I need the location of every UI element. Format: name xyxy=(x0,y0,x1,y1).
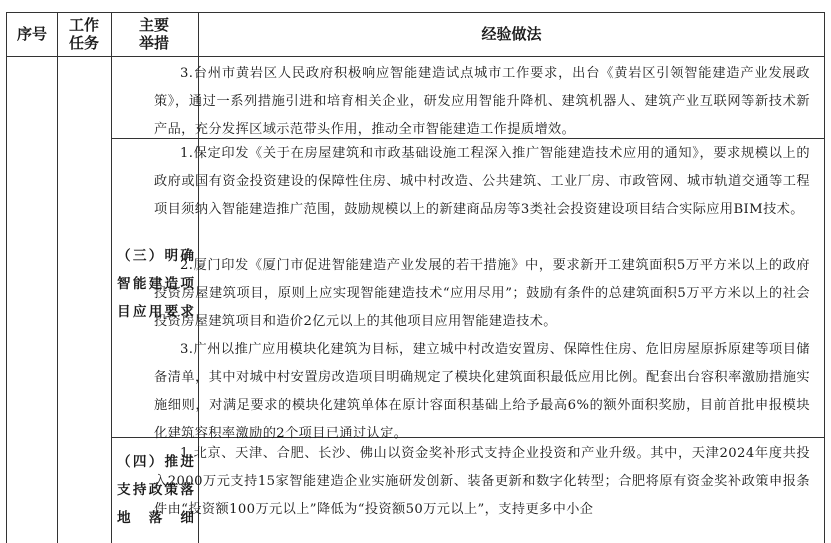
header-no xyxy=(7,12,57,56)
header-divider xyxy=(6,56,825,57)
header-measure xyxy=(134,12,174,56)
experience-paragraph: 3.广州以推广应用模块化建筑为目标，建立城中村改造安置房、保障性住房、危旧房屋原拆原建等项目储备清单，其中对城中村安置房改造项目明确规定了模块化建筑面积最低应用比例。配套出台容积率激励措施实施细则，对满足要求的模块化建筑单体在原计容面积基础上给予最高6%的额外面积奖励，目前首批申报模块化建筑容积率激励的2个项目已通过认定。 xyxy=(154,342,810,441)
column-divider xyxy=(111,12,112,543)
experience-paragraph: 1.北京、天津、合肥、长沙、佛山以资金奖补形式支持企业投资和产业升级。其中，天津2024年度共投入2000万元支持15家智能建造企业实施研发创新、装备更新和数字化转型；合肥将原有资金奖补政策申报条件由“投资额100万元以上”降低为“投资额50万元以上”，支持更多中小企 xyxy=(154,446,810,517)
header-experience-label: 经验做法 xyxy=(481,25,542,43)
measure-label: （四）推进支持政策落地落细 xyxy=(117,454,194,526)
policy-table xyxy=(6,12,825,543)
header-task xyxy=(66,12,102,56)
measure-label: （三）明确智能建造项目应用要求 xyxy=(117,248,194,320)
header-experience xyxy=(199,12,824,56)
column-divider xyxy=(57,12,58,543)
header-measure-label: 主要举措 xyxy=(138,16,169,52)
header-no-label: 序号 xyxy=(16,25,47,43)
experience-paragraph: 3.台州市黄岩区人民政府积极响应智能建造试点城市工作要求，出台《黄岩区引领智能建造产业发展政策》，通过一系列措施引进和培育相关企业，研发应用智能升降机、建筑机器人、建筑产业互联网等新技术新产品，充分发挥区域示范带头作用，推动全市智能建造工作提质增效。 xyxy=(154,66,810,137)
table-border-right xyxy=(824,12,825,543)
table-border-left xyxy=(6,12,7,543)
header-task-label: 工作任务 xyxy=(68,16,99,52)
experience-paragraph: 1.保定印发《关于在房屋建筑和市政基础设施工程深入推广智能建造技术应用的通知》，要求规模以上的政府或国有资金投资建设的保障性住房、城中村改造、公共建筑、工业厂房、市政管网、城市轨道交通等工程项目须纳入智能建造推广范围，鼓励规模以上的新建商品房等3类社会投资建设项目结合实际应用BIM技术。 xyxy=(154,146,810,217)
experience-paragraph: 2.厦门印发《厦门市促进智能建造产业发展的若干措施》中，要求新开工建筑面积5万平方米以上的政府投资房屋建筑项目，原则上应实现智能建造技术“应用尽用”；鼓励有条件的总建筑面积5万平方米以上的社会投资房屋建筑项目和造价2亿元以上的其他项目应用智能建造技术。 xyxy=(154,258,810,329)
